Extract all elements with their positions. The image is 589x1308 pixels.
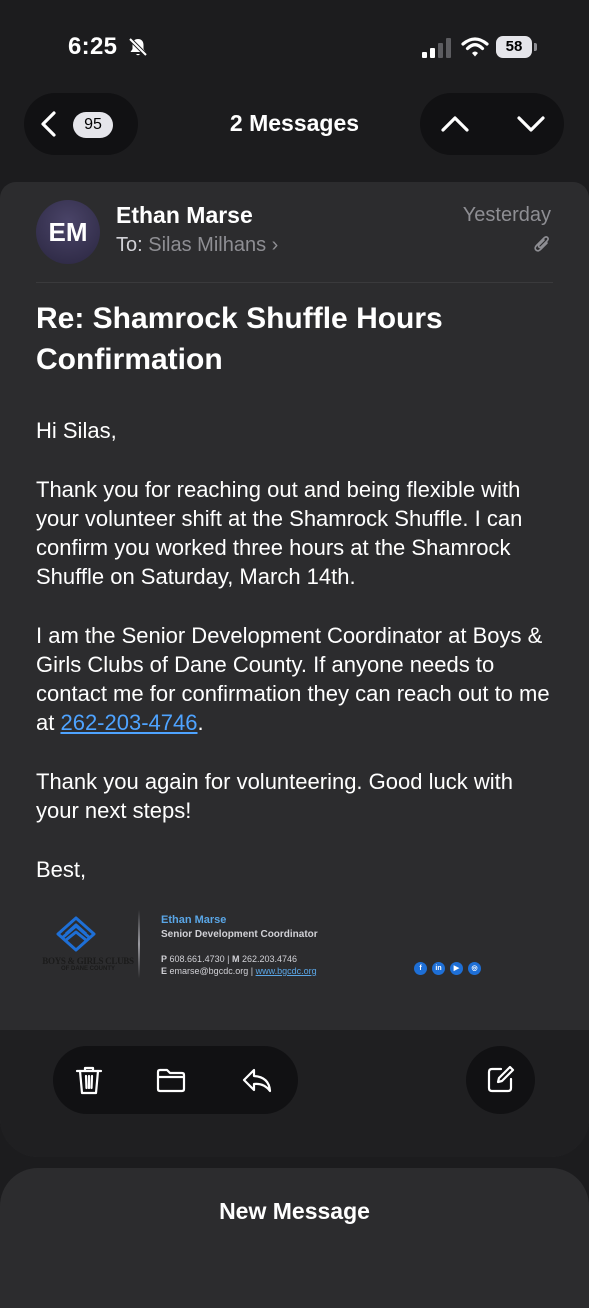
action-group xyxy=(53,1046,298,1114)
status-bar xyxy=(0,0,589,90)
recipient-line[interactable] xyxy=(116,234,278,257)
new-message-sheet[interactable] xyxy=(0,1168,589,1308)
email-closing: Best, xyxy=(36,857,87,882)
header-divider xyxy=(36,282,553,283)
battery-icon xyxy=(496,36,538,58)
email-paragraph: Thank you again for volunteering. Good luck with your next steps! xyxy=(36,769,513,823)
email-paragraph: I am the Senior Development Coordinator at Boys & Girls Clubs of Dane County. If anyone needs to contact me for confirmation they can reach out to me at 262-203-4746. xyxy=(36,623,550,735)
to-label: To: xyxy=(116,234,143,256)
email-date: Yesterday xyxy=(462,204,551,226)
email-message xyxy=(0,182,589,1157)
compose-icon xyxy=(484,1064,516,1096)
wifi-icon xyxy=(461,36,489,58)
signature-title: Senior Development Coordinator xyxy=(161,929,318,940)
compose-button[interactable] xyxy=(466,1046,535,1114)
signature-website-link[interactable]: www.bgcdc.org xyxy=(255,966,317,976)
status-time: 6:25 xyxy=(68,33,118,60)
trash-icon[interactable] xyxy=(73,1064,105,1096)
phone-link[interactable]: 262-203-4746 xyxy=(60,710,198,735)
folder-icon[interactable] xyxy=(155,1064,187,1096)
youtube-icon[interactable]: ▶ xyxy=(450,962,463,975)
signature-contact: E emarse@bgcdc.org | www.bgcdc.org xyxy=(161,966,317,976)
navigation-bar xyxy=(0,90,589,160)
new-message-title: New Message xyxy=(219,1198,370,1224)
email-toolbar xyxy=(0,1030,589,1157)
email-body xyxy=(36,416,561,914)
recipient-name[interactable]: Silas Milhans xyxy=(148,234,267,256)
cellular-signal-icon xyxy=(421,38,451,58)
chevron-down-icon[interactable] xyxy=(516,112,546,136)
signature-divider xyxy=(138,910,140,978)
unread-count-badge: 95 xyxy=(73,112,113,138)
signature-name: Ethan Marse xyxy=(161,914,227,926)
org-name: BOYS & GIRLS CLUBS xyxy=(42,956,134,966)
bell-slash-icon xyxy=(127,36,149,58)
linkedin-icon[interactable]: in xyxy=(432,962,445,975)
facebook-icon[interactable]: f xyxy=(414,962,427,975)
signature-email[interactable]: emarse@bgcdc.org xyxy=(169,966,249,976)
email-paragraph: Thank you for reaching out and being flexible with your volunteer shift at the Shamrock Shuffle. I can confirm you worked three hours at the Shamrock Shuffle on Saturday, March 14th. xyxy=(36,477,523,589)
instagram-icon[interactable]: ◎ xyxy=(468,962,481,975)
sender-name[interactable]: Ethan Marse xyxy=(116,202,253,228)
email-greeting: Hi Silas, xyxy=(36,418,117,443)
email-subject: Re: Shamrock Shuffle Hours Confirmation xyxy=(36,302,443,376)
email-signature xyxy=(36,912,556,980)
message-navigation xyxy=(420,93,564,155)
chevron-up-icon[interactable] xyxy=(440,112,470,136)
signature-phones: P 608.661.4730 | M 262.203.4746 xyxy=(161,954,298,964)
avatar[interactable]: EM xyxy=(36,200,100,264)
chevron-right-icon: › xyxy=(271,234,279,256)
page-title: 2 Messages xyxy=(229,110,360,136)
battery-level: 58 xyxy=(496,36,532,58)
reply-icon[interactable] xyxy=(241,1064,273,1096)
paperclip-icon xyxy=(533,234,551,254)
org-subtitle: OF DANE COUNTY xyxy=(61,966,115,972)
